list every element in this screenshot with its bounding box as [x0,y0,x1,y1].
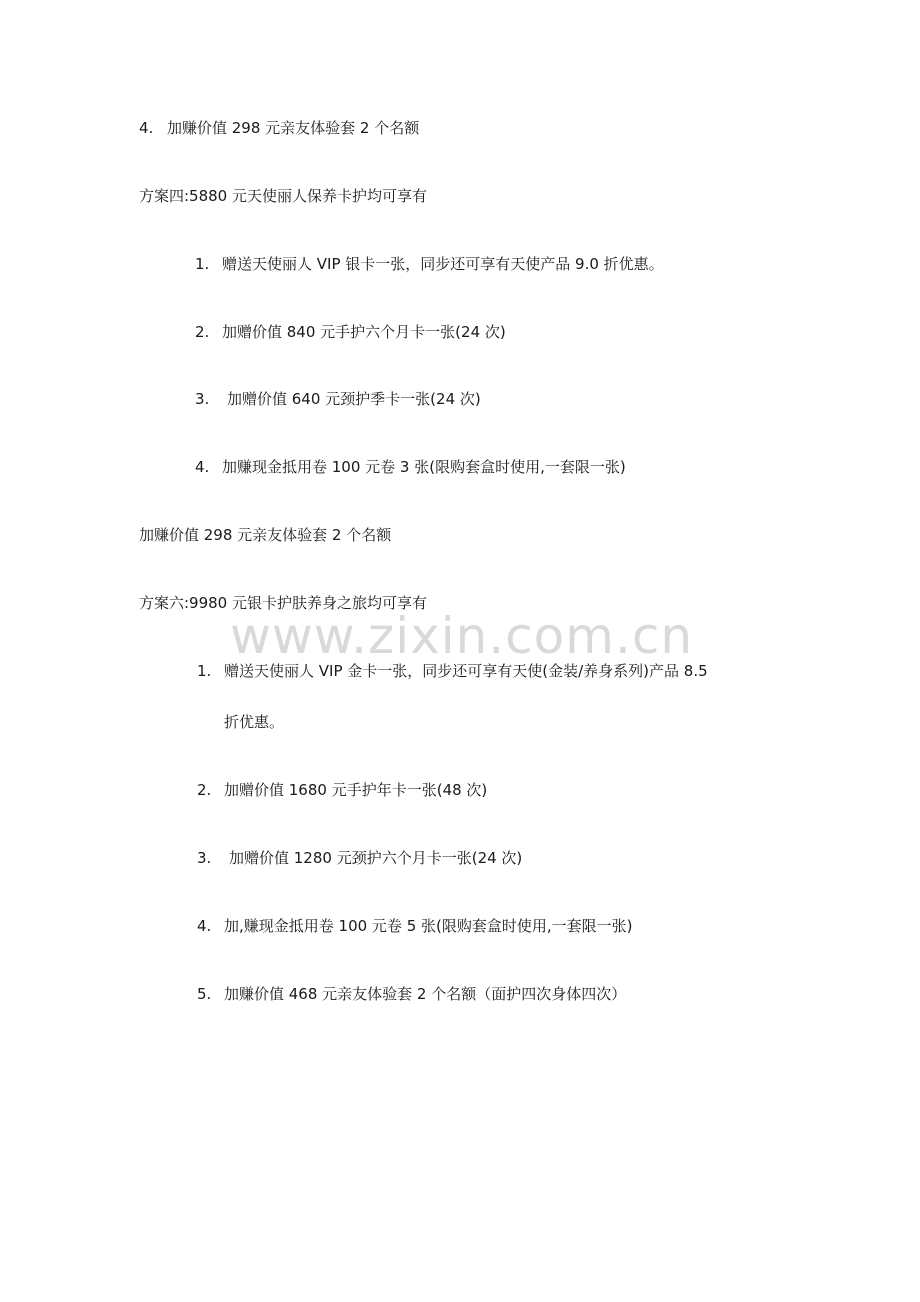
list-item-text: 加赚现金抵用卷 100 元卷 3 张(限购套盒时使用,一套限一张) [222,458,626,476]
watermark-text: www.zixin.com.cn [230,607,694,665]
list-number: 2. [195,323,210,341]
list-item-text: 加赚价值 298 元亲友体验套 2 个名额 [167,119,420,137]
list-number: 3. [197,849,212,867]
section-heading-plan-six: 方案六:9980 元银卡护肤养身之旅均可享有 [139,594,427,612]
list-number: 4. [197,917,212,935]
list-number: 3. [195,390,210,408]
list-number: 1. [195,255,210,273]
list-number: 1. [197,662,212,680]
list-item-text: 加赠价值 1680 元手护年卡一张(48 次) [224,781,488,799]
section-heading-plan-four: 方案四:5880 元天使丽人保养卡护均可享有 [139,187,427,205]
list-number: 2. [197,781,212,799]
list-item-text: 加赚价值 468 元亲友体验套 2 个名额（面护四次身体四次） [224,985,627,1003]
list-item-text: 加赠价值 840 元手护六个月卡一张(24 次) [222,323,506,341]
list-number: 4. [195,458,210,476]
list-item-text: 加赠价值 1280 元颈护六个月卡一张(24 次) [229,849,523,867]
list-item-continuation: 折优惠。 [224,713,285,731]
list-item-text: 加赠价值 640 元颈护季卡一张(24 次) [227,390,481,408]
list-item-text: 赠送天使丽人 VIP 金卡一张，同步还可享有天使(金装/养身系列)产品 8.5 [224,662,708,680]
list-item-text: 赠送天使丽人 VIP 银卡一张，同步还可享有天使产品 9.0 折优惠。 [222,255,664,273]
plain-text-line: 加赚价值 298 元亲友体验套 2 个名额 [139,526,392,544]
list-number: 5. [197,985,212,1003]
list-number: 4. [139,119,154,137]
list-item-text: 加,赚现金抵用卷 100 元卷 5 张(限购套盒时使用,一套限一张) [224,917,633,935]
